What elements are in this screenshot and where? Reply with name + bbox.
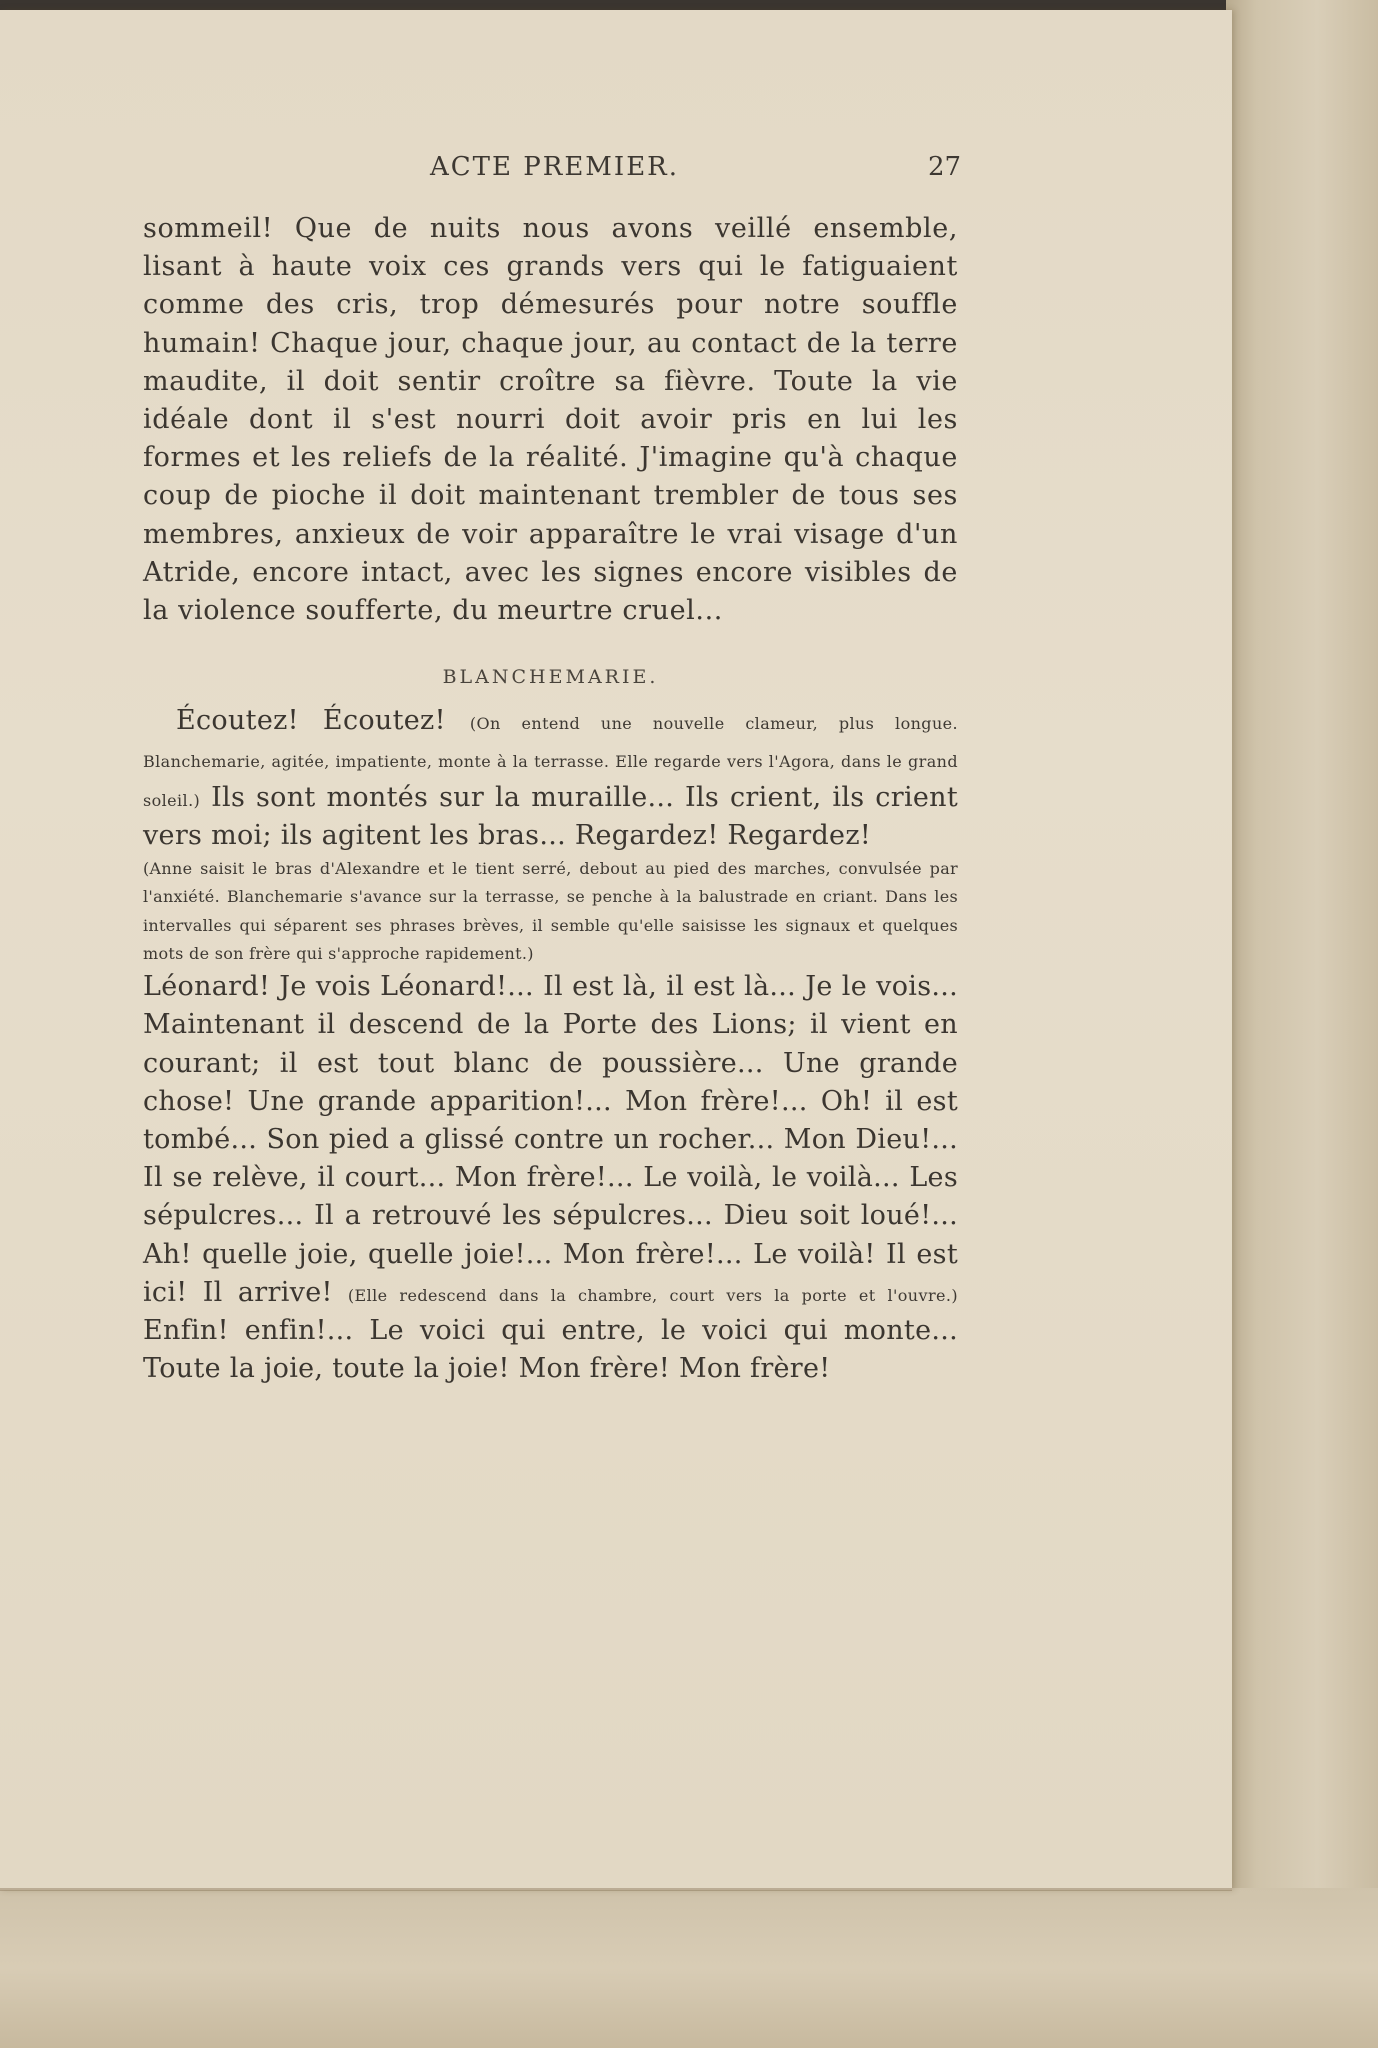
speech-line-1: Écoutez! Écoutez! <box>176 705 470 737</box>
top-edge <box>0 0 1378 10</box>
text-block <box>143 210 958 1388</box>
speech-line-2: Ils sont montés sur la muraille... Ils crient, ils crient vers moi; ils agitent les bras... Regardez! Regardez! <box>143 781 958 851</box>
stage-direction-2: (Anne saisit le bras d'Alexandre et le tient serré, debout au pied des marches, convulsée par l'anxiété. Blanchemarie s'avance sur la terrasse, se penche à la balustrade en criant. Dans les intervalles qui séparent ses phrases brèves, il semble qu'elle saisisse les signaux et quelques mots de son frère qui s'approche rapidement.) <box>143 859 958 963</box>
running-title: ACTE PREMIER. <box>430 152 680 182</box>
stage-direction-1: (On entend une nouvelle clameur, plus longue. Blanchemarie, agitée, impatiente, monte à la terrasse. Elle regarde vers l'Agora, dans le grand soleil.) <box>143 714 959 810</box>
speech-line-3: Léonard! Je vois Léonard!... Il est là, il est là... Je le vois... Maintenant il descend de la Porte des Lions; il vient en courant; il est tout blanc de poussière... Une grande chose! Une grande apparition!... Mon frère!... Oh! il est tombé... Son pied a glissé contre un rocher... Mon Dieu!... Il se relève, il court... Mon frère!... Le voilà, le voilà... Les sépulcres... Il a retrouvé les sépulcres... Dieu soit loué!... Ah! quelle joie, quelle joie!... Mon frère!... Le voilà! Il est ici! Il arrive! <box>143 971 958 1308</box>
page-fold <box>1226 0 1378 2048</box>
speech <box>143 702 958 1388</box>
paragraph-continuation: sommeil! Que de nuits nous avons veillé ensemble, lisant à haute voix ces grands vers qui le fatiguaient comme des cris, trop démesurés pour notre souffle humain! Chaque jour, chaque jour, au contact de la terre maudite, il doit sentir croître sa fièvre. Toute la vie idéale dont il s'est nourri doit avoir pris en lui les formes et les reliefs de la réalité. J'imagine qu'à chaque coup de pioche il doit maintenant trembler de tous ses membres, anxieux de voir apparaître le vrai visage d'un Atride, encore intact, avec les signes encore visibles de la violence soufferte, du meurtre cruel... <box>143 213 958 627</box>
bottom-sheet <box>0 1888 1378 2048</box>
page-bottom-edge <box>0 1888 1232 1891</box>
stage-direction-3: (Elle redescend dans la chambre, court vers la porte et l'ouvre.) <box>347 1285 958 1305</box>
running-head <box>0 152 1378 192</box>
speech-line-4: Enfin! enfin!... Le voici qui entre, le voici qui monte... Toute la joie, toute la joie! Mon frère! Mon frère! <box>143 1315 958 1385</box>
page-number: 27 <box>928 152 962 182</box>
speaker-name: BLANCHEMARIE. <box>442 666 659 689</box>
